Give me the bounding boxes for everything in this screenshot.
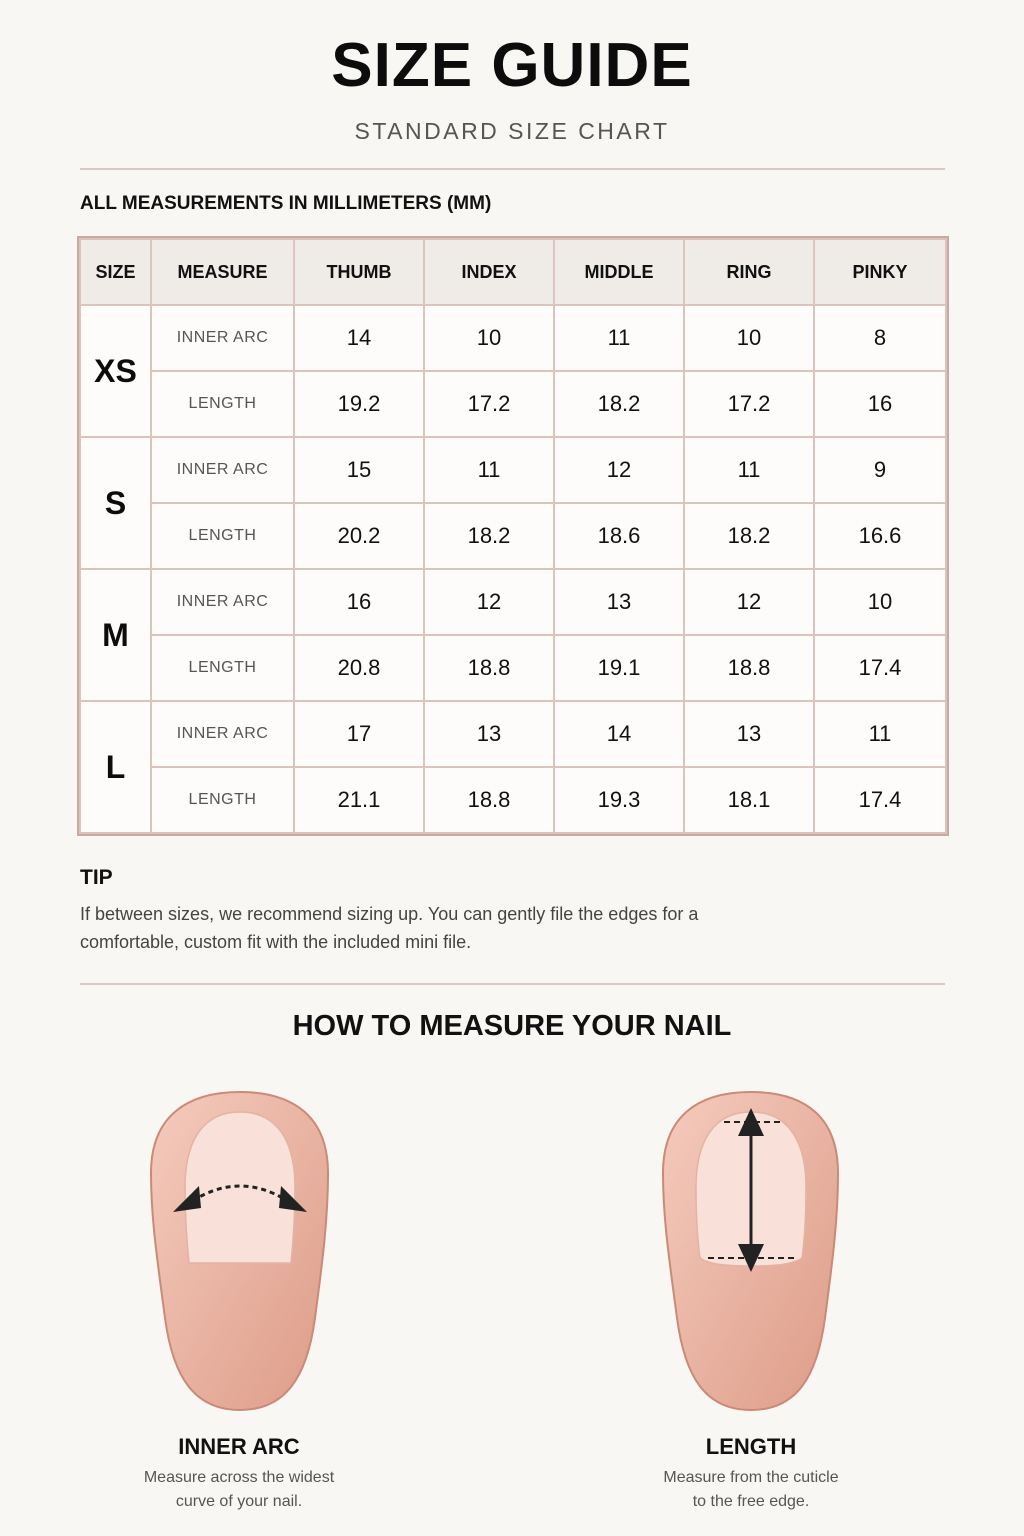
size-label: S (80, 437, 151, 569)
table-cell: 18.8 (684, 635, 814, 701)
table-cell: 8 (814, 305, 946, 371)
divider (80, 168, 945, 170)
table-cell: 18.6 (554, 503, 684, 569)
table-row (80, 305, 946, 371)
size-label: XS (80, 305, 151, 437)
table-cell: 9 (814, 437, 946, 503)
table-cell: 15 (294, 437, 424, 503)
table-cell: 20.8 (294, 635, 424, 701)
table-cell: 16 (814, 371, 946, 437)
page-subtitle: STANDARD SIZE CHART (354, 118, 670, 144)
tip-text: If between sizes, we recommend sizing up. You can gently file the edges for a comfortable, custom fit with the included mini file. (80, 904, 699, 952)
table-header-row (80, 239, 946, 305)
table-cell: 21.1 (294, 767, 424, 833)
column-header: INDEX (424, 239, 554, 305)
table-cell: 17.2 (424, 371, 554, 437)
table-cell: 12 (684, 569, 814, 635)
length-title: LENGTH (705, 1434, 797, 1459)
table-cell: 19.2 (294, 371, 424, 437)
table-row (80, 503, 946, 569)
column-header: SIZE (80, 239, 151, 305)
measure-label: INNER ARC (151, 305, 294, 371)
page-title: SIZE GUIDE (331, 31, 693, 100)
table-cell: 18.2 (554, 371, 684, 437)
table-cell: 11 (684, 437, 814, 503)
table-cell: 17.2 (684, 371, 814, 437)
table-cell: 18.8 (424, 635, 554, 701)
table-cell: 18.2 (424, 503, 554, 569)
length-nail-icon (658, 1088, 844, 1418)
table-cell: 18.8 (424, 767, 554, 833)
measure-label: INNER ARC (151, 701, 294, 767)
measure-label: INNER ARC (151, 437, 294, 503)
table-cell: 19.1 (554, 635, 684, 701)
measure-label: LENGTH (151, 371, 294, 437)
size-label: M (80, 569, 151, 701)
table-cell: 13 (424, 701, 554, 767)
table-cell: 20.2 (294, 503, 424, 569)
table-cell: 10 (684, 305, 814, 371)
table-cell: 13 (684, 701, 814, 767)
table-cell: 11 (814, 701, 946, 767)
table-cell: 10 (814, 569, 946, 635)
measure-label: LENGTH (151, 767, 294, 833)
table-row (80, 437, 946, 503)
table-cell: 14 (554, 701, 684, 767)
units-note: ALL MEASUREMENTS IN MILLIMETERS (MM) (80, 193, 492, 214)
table-cell: 18.1 (684, 767, 814, 833)
table-cell: 12 (424, 569, 554, 635)
size-table (79, 238, 947, 834)
measure-label: LENGTH (151, 635, 294, 701)
tip-heading: TIP (80, 866, 113, 889)
size-label: L (80, 701, 151, 833)
table-cell: 16.6 (814, 503, 946, 569)
table-cell: 17.4 (814, 767, 946, 833)
measure-label: INNER ARC (151, 569, 294, 635)
table-cell: 17.4 (814, 635, 946, 701)
table-cell: 12 (554, 437, 684, 503)
how-to-heading: HOW TO MEASURE YOUR NAIL (292, 1010, 732, 1042)
column-header: RING (684, 239, 814, 305)
divider (80, 983, 945, 985)
inner-arc-desc-line2: curve of your nail. (175, 1493, 303, 1510)
column-header: MIDDLE (554, 239, 684, 305)
table-row (80, 701, 946, 767)
table-cell: 13 (554, 569, 684, 635)
table-row (80, 569, 946, 635)
table-cell: 18.2 (684, 503, 814, 569)
column-header: PINKY (814, 239, 946, 305)
measure-label: LENGTH (151, 503, 294, 569)
inner-arc-title: INNER ARC (178, 1434, 300, 1459)
table-cell: 10 (424, 305, 554, 371)
table-cell: 16 (294, 569, 424, 635)
length-desc-line2: to the free edge. (692, 1493, 810, 1510)
table-cell: 17 (294, 701, 424, 767)
inner-arc-nail-icon (145, 1088, 335, 1418)
table-cell: 11 (554, 305, 684, 371)
table-cell: 19.3 (554, 767, 684, 833)
table-row (80, 371, 946, 437)
inner-arc-desc-line1: Measure across the widest (143, 1469, 335, 1486)
table-cell: 11 (424, 437, 554, 503)
length-desc-line1: Measure from the cuticle (663, 1469, 839, 1486)
column-header: MEASURE (151, 239, 294, 305)
table-row (80, 767, 946, 833)
column-header: THUMB (294, 239, 424, 305)
table-row (80, 635, 946, 701)
table-cell: 14 (294, 305, 424, 371)
